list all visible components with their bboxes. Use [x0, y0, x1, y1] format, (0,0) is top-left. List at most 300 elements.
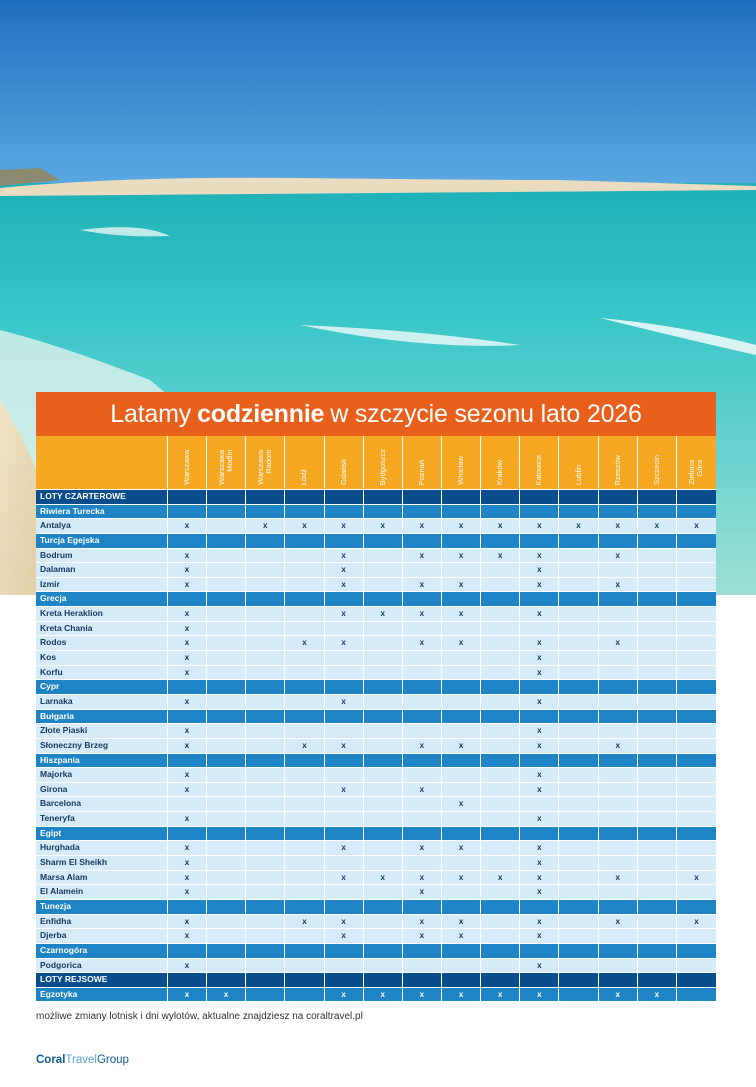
flight-cell: [559, 592, 598, 607]
flight-cell: [246, 695, 285, 710]
flight-cell: [481, 680, 520, 695]
flight-cell: [364, 622, 403, 637]
flight-cell: [638, 944, 677, 959]
flight-cell: x: [325, 607, 364, 622]
flight-cell: [442, 885, 481, 900]
flight-cell: x: [520, 915, 559, 930]
flight-cell: x: [677, 871, 716, 886]
table-header-row: [36, 436, 716, 490]
airport-label: [457, 456, 465, 485]
flight-cell: x: [481, 988, 520, 1003]
flight-cell: [403, 754, 442, 769]
row-label: Turcja Egejska: [36, 534, 168, 549]
flight-cell: [520, 827, 559, 842]
flight-cell: [364, 578, 403, 593]
flight-cell: x: [520, 549, 559, 564]
flight-cell: x: [442, 841, 481, 856]
flight-cell: [325, 666, 364, 681]
table-row: [36, 549, 716, 564]
flight-cell: [599, 592, 638, 607]
flight-cell: [677, 944, 716, 959]
airport-label-line: Lublin: [573, 464, 583, 485]
flight-cell: [246, 768, 285, 783]
flight-cell: [285, 680, 324, 695]
airport-label: [183, 450, 191, 485]
flight-cell: [599, 724, 638, 739]
flight-cell: [638, 490, 677, 505]
flight-cell: [638, 885, 677, 900]
flight-cell: [481, 754, 520, 769]
flight-cell: [599, 622, 638, 637]
flight-cell: [325, 959, 364, 974]
table-row: [36, 959, 716, 974]
flight-cell: x: [168, 929, 207, 944]
flight-cell: [677, 900, 716, 915]
flight-cell: [246, 739, 285, 754]
flight-cell: [207, 812, 246, 827]
flight-cell: [559, 724, 598, 739]
table-row: [36, 929, 716, 944]
flight-cell: [559, 768, 598, 783]
flight-cell: [285, 695, 324, 710]
flight-cell: [285, 710, 324, 725]
table-row: [36, 885, 716, 900]
table-row: [36, 578, 716, 593]
airport-label-line: Zielona: [687, 460, 697, 485]
flight-cell: [442, 768, 481, 783]
flight-cell: [285, 856, 324, 871]
flight-cell: [285, 768, 324, 783]
flight-cell: x: [481, 871, 520, 886]
flight-cell: x: [442, 915, 481, 930]
flight-cell: [325, 622, 364, 637]
flight-cell: [285, 505, 324, 520]
flight-cell: x: [168, 783, 207, 798]
flight-cell: [325, 944, 364, 959]
header-airport: [520, 436, 559, 490]
row-label: Złote Piaski: [36, 724, 168, 739]
flight-cell: [246, 592, 285, 607]
footnote: możliwe zmiany lotnisk i dni wylotów, aktualne znajdziesz na coraltravel.pl: [36, 1011, 363, 1022]
flight-cell: [481, 578, 520, 593]
flight-cell: [207, 944, 246, 959]
flight-cell: [325, 680, 364, 695]
flight-cell: [677, 959, 716, 974]
flight-cell: [403, 534, 442, 549]
flight-cell: [364, 959, 403, 974]
flight-cell: x: [168, 915, 207, 930]
flight-cell: x: [520, 885, 559, 900]
flight-cell: [677, 768, 716, 783]
flight-cell: [364, 783, 403, 798]
flight-cell: x: [168, 739, 207, 754]
flight-cell: [481, 929, 520, 944]
flight-cell: x: [403, 739, 442, 754]
flight-cell: [403, 827, 442, 842]
flight-cell: [481, 607, 520, 622]
flight-cell: [325, 856, 364, 871]
flight-cell: [442, 900, 481, 915]
flight-cell: [364, 797, 403, 812]
flight-cell: [442, 680, 481, 695]
flight-cell: [677, 505, 716, 520]
flight-cell: x: [403, 915, 442, 930]
flight-cell: [677, 710, 716, 725]
flight-cell: [559, 739, 598, 754]
flight-cell: [638, 710, 677, 725]
flight-cell: [442, 724, 481, 739]
flight-cell: [520, 973, 559, 988]
row-label: Izmir: [36, 578, 168, 593]
flight-cell: [481, 636, 520, 651]
flight-cell: x: [520, 666, 559, 681]
row-label: Teneryfa: [36, 812, 168, 827]
flight-cell: [285, 724, 324, 739]
flight-cell: [559, 563, 598, 578]
flight-schedule-table: [36, 436, 716, 1002]
flight-cell: [364, 549, 403, 564]
flight-cell: x: [364, 988, 403, 1003]
airport-label: [340, 459, 348, 485]
flight-cell: [168, 505, 207, 520]
flight-cell: [364, 680, 403, 695]
airport-label-line: Łódź: [299, 468, 309, 485]
flight-cell: [442, 563, 481, 578]
flight-cell: [520, 710, 559, 725]
flight-cell: [481, 841, 520, 856]
flight-cell: x: [364, 871, 403, 886]
flight-cell: [207, 885, 246, 900]
flight-cell: x: [520, 519, 559, 534]
flight-cell: [168, 900, 207, 915]
flight-cell: [481, 827, 520, 842]
flight-cell: [403, 666, 442, 681]
row-label: Tunezja: [36, 900, 168, 915]
flight-cell: [246, 636, 285, 651]
flight-cell: [599, 827, 638, 842]
flight-cell: x: [325, 988, 364, 1003]
flight-cell: [246, 973, 285, 988]
row-label: LOTY CZARTEROWE: [36, 490, 168, 505]
flight-cell: x: [403, 841, 442, 856]
flight-cell: [403, 592, 442, 607]
flight-cell: x: [638, 988, 677, 1003]
airport-label-line: Warszawa: [256, 450, 266, 485]
flight-cell: [559, 783, 598, 798]
flight-cell: x: [442, 797, 481, 812]
flight-cell: x: [599, 549, 638, 564]
flight-cell: x: [325, 519, 364, 534]
table-row: [36, 636, 716, 651]
flight-cell: [403, 622, 442, 637]
header-airport: [599, 436, 638, 490]
flight-cell: [364, 841, 403, 856]
flight-cell: [599, 944, 638, 959]
flight-cell: [207, 827, 246, 842]
flight-cell: [677, 724, 716, 739]
header-airport: [364, 436, 403, 490]
flight-cell: [638, 592, 677, 607]
flight-cell: [638, 549, 677, 564]
row-label: Kreta Chania: [36, 622, 168, 637]
row-label: Rodos: [36, 636, 168, 651]
flight-cell: x: [325, 915, 364, 930]
flight-cell: [246, 549, 285, 564]
airport-label-line: Warszawa: [217, 450, 227, 485]
flight-cell: [442, 622, 481, 637]
flight-cell: [168, 592, 207, 607]
flight-cell: [638, 724, 677, 739]
flight-cell: [403, 505, 442, 520]
row-label: Barcelona: [36, 797, 168, 812]
flight-cell: [246, 578, 285, 593]
row-label: Korfu: [36, 666, 168, 681]
row-label: Bodrum: [36, 549, 168, 564]
flight-cell: [285, 783, 324, 798]
flight-cell: [638, 973, 677, 988]
flight-cell: [403, 490, 442, 505]
airport-label-line: Radom: [264, 450, 274, 475]
row-label: Antalya: [36, 519, 168, 534]
flight-cell: [207, 519, 246, 534]
flight-cell: x: [599, 915, 638, 930]
flight-cell: [559, 666, 598, 681]
header-airport: [403, 436, 442, 490]
row-label: Cypr: [36, 680, 168, 695]
flight-cell: [364, 534, 403, 549]
flight-cell: [599, 534, 638, 549]
flight-cell: [325, 592, 364, 607]
flight-cell: [481, 490, 520, 505]
row-label: Egipt: [36, 827, 168, 842]
row-label: Grecja: [36, 592, 168, 607]
flight-cell: [325, 651, 364, 666]
flight-cell: [481, 783, 520, 798]
flight-cell: [285, 871, 324, 886]
flight-cell: x: [285, 915, 324, 930]
row-label: El Alamein: [36, 885, 168, 900]
flight-cell: [638, 680, 677, 695]
flight-cell: x: [520, 871, 559, 886]
table-row: [36, 768, 716, 783]
table-row: [36, 695, 716, 710]
flight-cell: [246, 915, 285, 930]
flight-cell: x: [599, 578, 638, 593]
flight-cell: [677, 841, 716, 856]
flight-cell: [207, 929, 246, 944]
flight-cell: [403, 710, 442, 725]
flight-cell: [559, 622, 598, 637]
flight-cell: [207, 739, 246, 754]
flight-cell: [207, 563, 246, 578]
flight-cell: x: [442, 549, 481, 564]
flight-cell: [559, 929, 598, 944]
flight-cell: [599, 607, 638, 622]
flight-cell: x: [520, 739, 559, 754]
flight-cell: x: [403, 636, 442, 651]
flight-cell: [481, 592, 520, 607]
flight-cell: [364, 666, 403, 681]
flight-cell: [285, 959, 324, 974]
airport-label-line: Gdańsk: [338, 459, 348, 485]
flight-cell: [677, 651, 716, 666]
flight-cell: [442, 490, 481, 505]
flight-cell: [520, 797, 559, 812]
flight-cell: [442, 651, 481, 666]
flight-cell: [207, 578, 246, 593]
flight-cell: [638, 900, 677, 915]
flight-cell: [325, 797, 364, 812]
airport-label: [688, 460, 704, 485]
flight-cell: [168, 973, 207, 988]
flight-cell: [481, 695, 520, 710]
flight-cell: [207, 666, 246, 681]
flight-cell: [246, 944, 285, 959]
flight-cell: [638, 812, 677, 827]
flight-cell: [364, 827, 403, 842]
flight-cell: [207, 695, 246, 710]
flight-cell: [207, 841, 246, 856]
flight-cell: [364, 812, 403, 827]
company-logo: [36, 1054, 129, 1066]
flight-cell: [364, 973, 403, 988]
flight-cell: x: [168, 519, 207, 534]
flight-cell: [364, 915, 403, 930]
flight-cell: [559, 900, 598, 915]
flight-cell: [285, 607, 324, 622]
row-label: Dalaman: [36, 563, 168, 578]
flight-cell: [285, 578, 324, 593]
country-header-row: [36, 754, 716, 769]
flight-cell: x: [403, 519, 442, 534]
header-airport: [559, 436, 598, 490]
flight-cell: [638, 578, 677, 593]
flight-cell: x: [599, 519, 638, 534]
flight-cell: [599, 651, 638, 666]
flight-cell: [481, 885, 520, 900]
flight-cell: [246, 900, 285, 915]
flight-cell: [638, 797, 677, 812]
logo-part-2: Travel: [65, 1054, 97, 1066]
flight-cell: [207, 505, 246, 520]
flight-cell: [207, 871, 246, 886]
table-row: [36, 607, 716, 622]
airport-label: [653, 455, 661, 485]
flight-cell: [442, 827, 481, 842]
table-row: [36, 915, 716, 930]
flight-cell: [285, 534, 324, 549]
title-banner: [36, 392, 716, 436]
row-label: Egzotyka: [36, 988, 168, 1003]
flight-cell: x: [403, 885, 442, 900]
flight-cell: [403, 695, 442, 710]
flight-cell: [207, 680, 246, 695]
flight-cell: [207, 607, 246, 622]
flight-cell: [207, 754, 246, 769]
flight-cell: x: [168, 563, 207, 578]
flight-cell: [207, 900, 246, 915]
flight-cell: x: [168, 871, 207, 886]
flight-cell: [599, 505, 638, 520]
flight-cell: [246, 607, 285, 622]
flight-cell: [638, 505, 677, 520]
flight-cell: [638, 666, 677, 681]
flight-cell: x: [520, 563, 559, 578]
flight-cell: [677, 988, 716, 1003]
flight-cell: [207, 549, 246, 564]
country-header-row: [36, 680, 716, 695]
flight-cell: [638, 871, 677, 886]
airport-label: [535, 455, 543, 485]
flight-cell: x: [325, 871, 364, 886]
flight-cell: x: [168, 695, 207, 710]
flight-cell: x: [403, 783, 442, 798]
flight-cell: [325, 724, 364, 739]
flight-cell: [246, 622, 285, 637]
table-body: [36, 490, 716, 1002]
flight-cell: x: [325, 739, 364, 754]
flight-cell: x: [325, 783, 364, 798]
flight-cell: x: [168, 578, 207, 593]
country-header-row: [36, 534, 716, 549]
flight-cell: [285, 754, 324, 769]
flight-cell: [638, 754, 677, 769]
flight-cell: [246, 680, 285, 695]
flight-cell: [599, 490, 638, 505]
flight-cell: [442, 754, 481, 769]
flight-cell: [638, 768, 677, 783]
table-row: [36, 812, 716, 827]
flight-cell: x: [677, 915, 716, 930]
title-regular-1: Latamy: [110, 399, 192, 428]
flight-cell: [246, 505, 285, 520]
flight-cell: [481, 739, 520, 754]
flight-cell: [677, 680, 716, 695]
flight-cell: [638, 929, 677, 944]
header-airport: [285, 436, 324, 490]
country-header-row: [36, 944, 716, 959]
flight-cell: x: [520, 988, 559, 1003]
flight-cell: [246, 783, 285, 798]
flight-cell: x: [442, 519, 481, 534]
flight-cell: [677, 783, 716, 798]
flight-cell: x: [168, 856, 207, 871]
flight-cell: [364, 739, 403, 754]
flight-cell: [207, 797, 246, 812]
flight-cell: [285, 490, 324, 505]
flight-cell: [481, 534, 520, 549]
flight-cell: [364, 944, 403, 959]
header-airport: [481, 436, 520, 490]
flight-cell: [246, 797, 285, 812]
flight-cell: [364, 856, 403, 871]
flight-cell: [599, 563, 638, 578]
flight-cell: [246, 856, 285, 871]
flight-cell: x: [325, 563, 364, 578]
flight-cell: [638, 607, 677, 622]
flight-cell: [559, 754, 598, 769]
flight-cell: x: [442, 988, 481, 1003]
flight-cell: [168, 710, 207, 725]
flight-cell: [481, 651, 520, 666]
flight-cell: [677, 490, 716, 505]
flight-cell: x: [520, 651, 559, 666]
flight-cell: [559, 973, 598, 988]
flight-cell: x: [403, 929, 442, 944]
airport-label: [257, 450, 273, 485]
flight-cell: [403, 959, 442, 974]
flight-cell: [559, 695, 598, 710]
